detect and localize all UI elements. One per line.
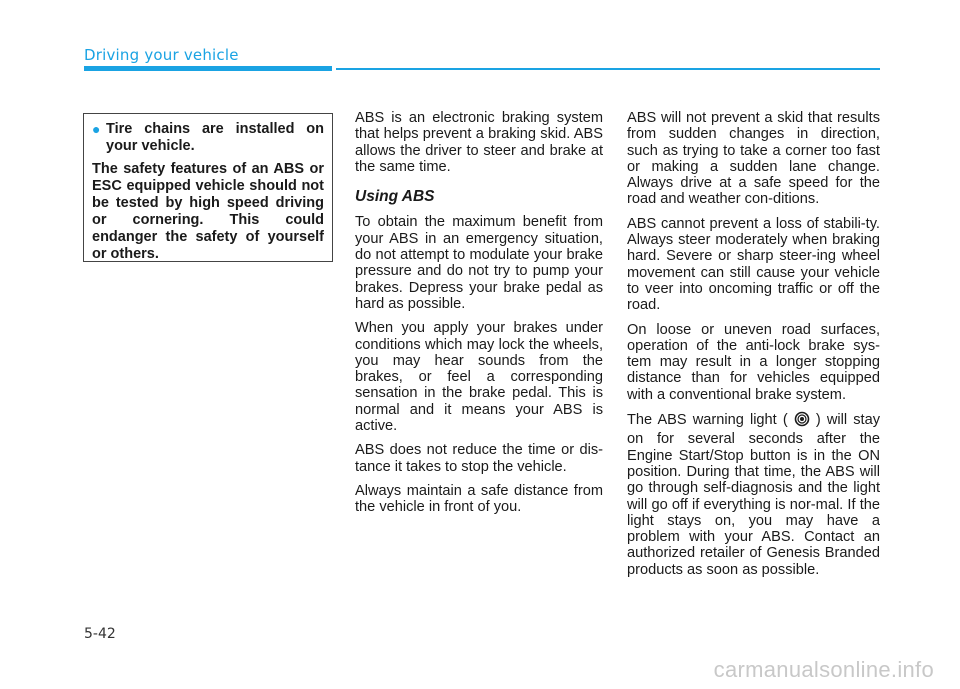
abs-paragraph-4: Always maintain a safe distance from the vehicle in front of you.: [355, 482, 603, 516]
abs-road-surface-paragraph: On loose or uneven road surfaces, operation of the anti-lock brake sys-tem may result in a longer stopping distance than for vehicles equipped with a conventional brake system.: [627, 321, 880, 403]
warning-light-text-after: ) will stay on for several seconds after the Engine Start/Stop button is in the ON position. During that time, the ABS will go through self-diagnosis and the light will go off if everything is nor-mal. If the light stays on, you may have a problem with your ABS. Contact an authorized retailer of Genesis Branded products as soon as possible.: [627, 412, 880, 578]
using-abs-heading: Using ABS: [355, 188, 435, 206]
warning-bullet-item: [92, 121, 324, 155]
abs-warning-light-paragraph: [627, 411, 880, 578]
abs-skid-paragraph: ABS will not prevent a skid that results from sudden changes in direction, such as trying to take a corner too fast or making a sudden lane change. Always drive at a safe speed for the road and weather con-ditions.: [627, 110, 880, 208]
abs-paragraph-2: When you apply your brakes under conditions which may lock the wheels, you may hear sounds from the brakes, or feel a corresponding sensation in the brake pedal. This is normal and it means your ABS is active.: [355, 320, 603, 435]
warning-light-text-before: The ABS warning light (: [627, 412, 788, 429]
column-three: [627, 110, 880, 586]
header-rule-thin: [336, 68, 880, 70]
bullet-icon: ●: [92, 121, 101, 137]
abs-intro-paragraph: ABS is an electronic braking system that helps prevent a braking skid. ABS allows the driver to steer and brake at the same time.: [355, 110, 603, 175]
abs-stability-paragraph: ABS cannot prevent a loss of stabili-ty. Always steer moderately when braking hard. Severe or sharp steer-ing wheel movement can still cause your vehicle to veer into oncoming traffic or off the road.: [627, 215, 880, 314]
column-two: [355, 110, 603, 524]
warning-paragraph: The safety features of an ABS or ESC equipped vehicle should not be tested by high speed driving or cornering. This could endanger the safety of yourself or others.: [92, 161, 324, 262]
section-title: Driving your vehicle: [84, 46, 239, 64]
header-rule-thick: [84, 66, 332, 71]
warning-box: [83, 113, 333, 262]
abs-warning-light-icon: [794, 411, 810, 431]
abs-paragraph-1: To obtain the maximum benefit from your ABS in an emergency situation, do not attempt to modulate your brake pressure and do not try to pump your brakes. Depress your brake pedal as hard as possible.: [355, 214, 603, 312]
page-number: 5-42: [84, 626, 116, 642]
warning-bullet-text: Tire chains are installed on your vehicle.: [106, 121, 324, 154]
watermark-text: carmanualsonline.info: [713, 657, 934, 682]
abs-paragraph-3: ABS does not reduce the time or dis-tance it takes to stop the vehicle.: [355, 442, 603, 475]
